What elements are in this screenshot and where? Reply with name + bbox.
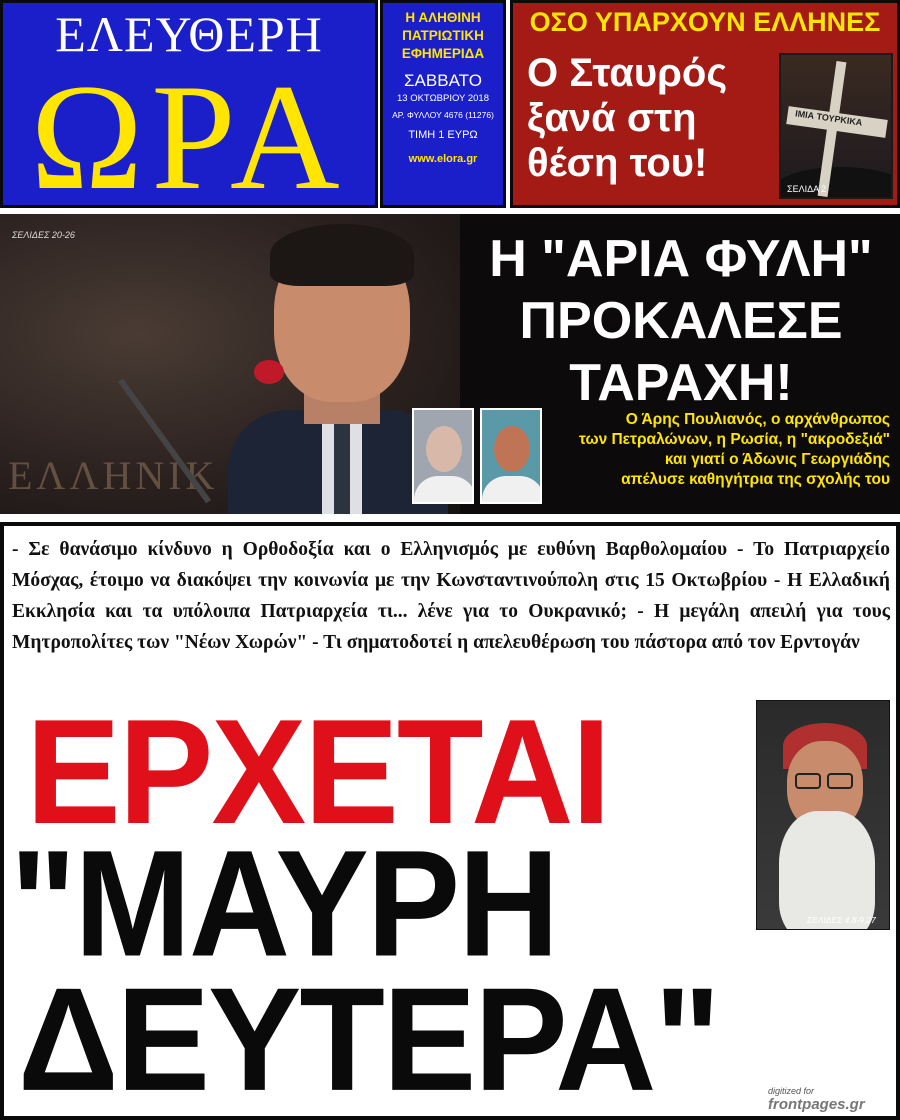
- issue-date: 13 ΟΚΤΩΒΡΙΟΥ 2018: [397, 93, 489, 104]
- masthead-title-top: ΕΛΕΥΘΕΡΗ: [55, 6, 323, 62]
- thumbnail-body: [414, 476, 474, 504]
- website-link[interactable]: www.elora.gr: [408, 153, 478, 165]
- middle-story[interactable]: [0, 214, 900, 514]
- issue-info-box: [380, 0, 506, 208]
- top-story-headline-line: Ο Σταυρός: [527, 51, 728, 95]
- masthead: [0, 0, 378, 208]
- thumbnail-face: [426, 426, 462, 472]
- thumbnail-face: [494, 426, 530, 472]
- issue-number: ΑΡ. ΦΥΛΛΟΥ 4676 (11276): [392, 110, 494, 120]
- middle-headline-line: ΠΡΟΚΑΛΕΣΕ ΤΑΡΑΧΗ!: [519, 292, 843, 412]
- top-story-box[interactable]: [510, 0, 900, 208]
- main-story[interactable]: [0, 522, 900, 1120]
- main-story-lead: - Σε θανάσιμο κίνδυνο η Ορθοδοξία και ο Ελληνισμός με ευθύνη Βαρθολομαίου - Το Πατριαρχείο Μόσχας, έτοιμο να διακόψει την κοινωνία με την Κωνσταντινούπολη στις 15 Οκτωβρίου - Η Ελλαδική Εκκλησία και τα υπόλοιπα Πατριαρχεία τι... λένε για το Ουκρανικό; - Η μεγάλη απειλή για τους Μητροπολίτες των "Νέων Χωρών" - Τι σηματοδοτεί η απελευθέρωση του πάστορα από τον Ερντογάν: [12, 539, 890, 653]
- top-story-headline: [527, 51, 787, 186]
- issue-day: ΣΑΒΒΑΤΟ: [404, 71, 482, 90]
- issue-price: ΤΙΜΗ 1 ΕΥΡΩ: [408, 129, 478, 141]
- middle-sub-line: των Πετραλώνων, η Ρωσία, η "ακροδεξιά": [578, 431, 890, 448]
- tagline: [383, 9, 503, 63]
- main-headline-line-1: ΕΡΧΕΤΑΙ: [26, 688, 610, 856]
- middle-story-background-text: ΕΛΛΗΝΙΚ: [8, 453, 219, 498]
- glasses-icon: [795, 773, 821, 789]
- main-story-page-ref: ΣΕΛΙΔΕΣ 4,8-9,27: [807, 915, 876, 925]
- thumbnail-portrait: [480, 408, 542, 504]
- middle-headline-line: Η "ΑΡΙΑ ΦΥΛΗ": [489, 230, 873, 288]
- top-story-page-ref: ΣΕΛΙΔΑ 2: [787, 184, 827, 194]
- tagline-line: ΠΑΤΡΙΩΤΙΚΗ: [402, 28, 484, 43]
- cross-inscription: ΙΜΙΑ ΤΟΥΡΚΙΚΑ: [794, 108, 863, 128]
- top-story-headline-line: θέση του!: [527, 141, 708, 185]
- thumbnail-body: [482, 476, 542, 504]
- masthead-title-bottom: ΩΡΑ: [30, 53, 348, 208]
- digitized-note: digitized for: [768, 1086, 815, 1096]
- portrait-tie: [334, 418, 350, 514]
- middle-story-page-ref: ΣΕΛΙΔΕΣ 20-26: [12, 230, 75, 240]
- middle-sub-line: και γιατί ο Άδωνις Γεωργιάδης: [664, 451, 890, 468]
- portrait-hair: [270, 224, 414, 286]
- hill-silhouette: [779, 167, 893, 199]
- cross-photo: [779, 53, 893, 199]
- main-headline-line-2: "ΜΑΥΡΗ: [10, 818, 558, 988]
- top-story-kicker: ΟΣΟ ΥΠΑΡΧΟΥΝ ΕΛΛΗΝΕΣ: [529, 7, 881, 37]
- thumbnail-portrait: [412, 408, 474, 504]
- source-watermark: frontpages.gr: [768, 1096, 865, 1113]
- tagline-line: Η ΑΛΗΘΙΝΗ: [405, 10, 481, 25]
- main-headline-line-3: ΔΕΥΤΕΡΑ": [18, 956, 719, 1120]
- microphone-icon: [254, 360, 284, 384]
- middle-sub-line: Ο Άρης Πουλιανός, ο αρχάνθρωπος: [625, 411, 890, 428]
- patriarch-photo: [756, 700, 890, 930]
- glasses-icon: [827, 773, 853, 789]
- middle-story-subheadline: [548, 410, 890, 490]
- middle-story-headline: [472, 228, 890, 414]
- middle-sub-line: απέλυσε καθηγήτρια της σχολής του: [621, 471, 890, 488]
- top-story-headline-line: ξανά στη: [527, 96, 697, 140]
- patriarch-beard: [779, 811, 875, 930]
- tagline-line: ΕΦΗΜΕΡΙΔΑ: [401, 46, 485, 61]
